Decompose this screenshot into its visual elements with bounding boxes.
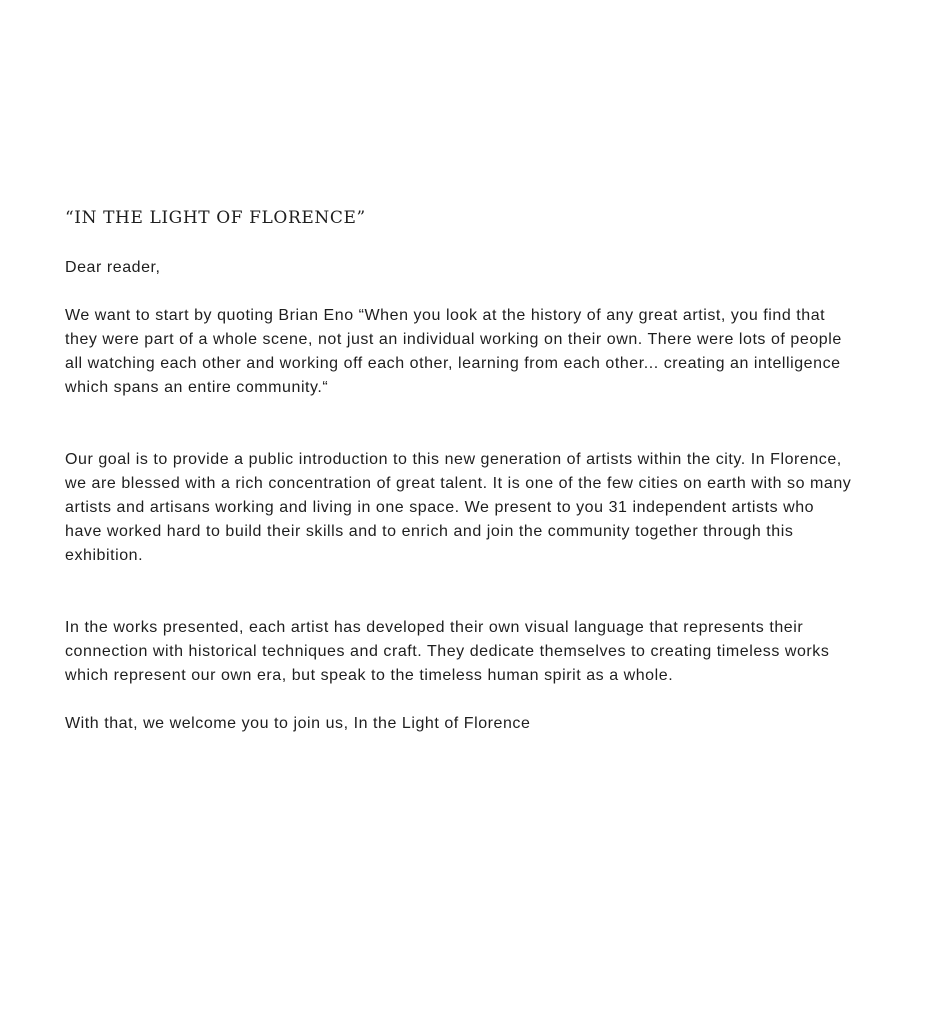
paragraph-goal: Our goal is to provide a public introduction to this new generation of artists within the city. In Florence, we are blessed with a rich concentration of great talent. It is one of the few cities on earth with so many artists and artisans working and living in one space. We present to you 31 independent artists who have worked hard to build their skills and to enrich and join the community together through this exhibition. [65, 451, 852, 564]
paragraph-works: In the works presented, each artist has developed their own visual language that represents their connection with historical techniques and craft. They dedicate themselves to creating timeless works which represent our own era, but speak to the timeless human spirit as a whole. [65, 619, 830, 684]
paragraph-eno-quote: We want to start by quoting Brian Eno “When you look at the history of any great artist, you find that they were part of a whole scene, not just an individual working on their own. There were lots of people all watching each other and working off each other, learning from each other... creating an intelligence which spans an entire community.“ [65, 307, 842, 396]
greeting: Dear reader, [65, 259, 161, 276]
paragraph-closing: With that, we welcome you to join us, In the Light of Florence [65, 715, 531, 732]
document-title: “IN THE LIGHT OF FLORENCE” [65, 208, 366, 228]
letter-body [65, 206, 855, 736]
